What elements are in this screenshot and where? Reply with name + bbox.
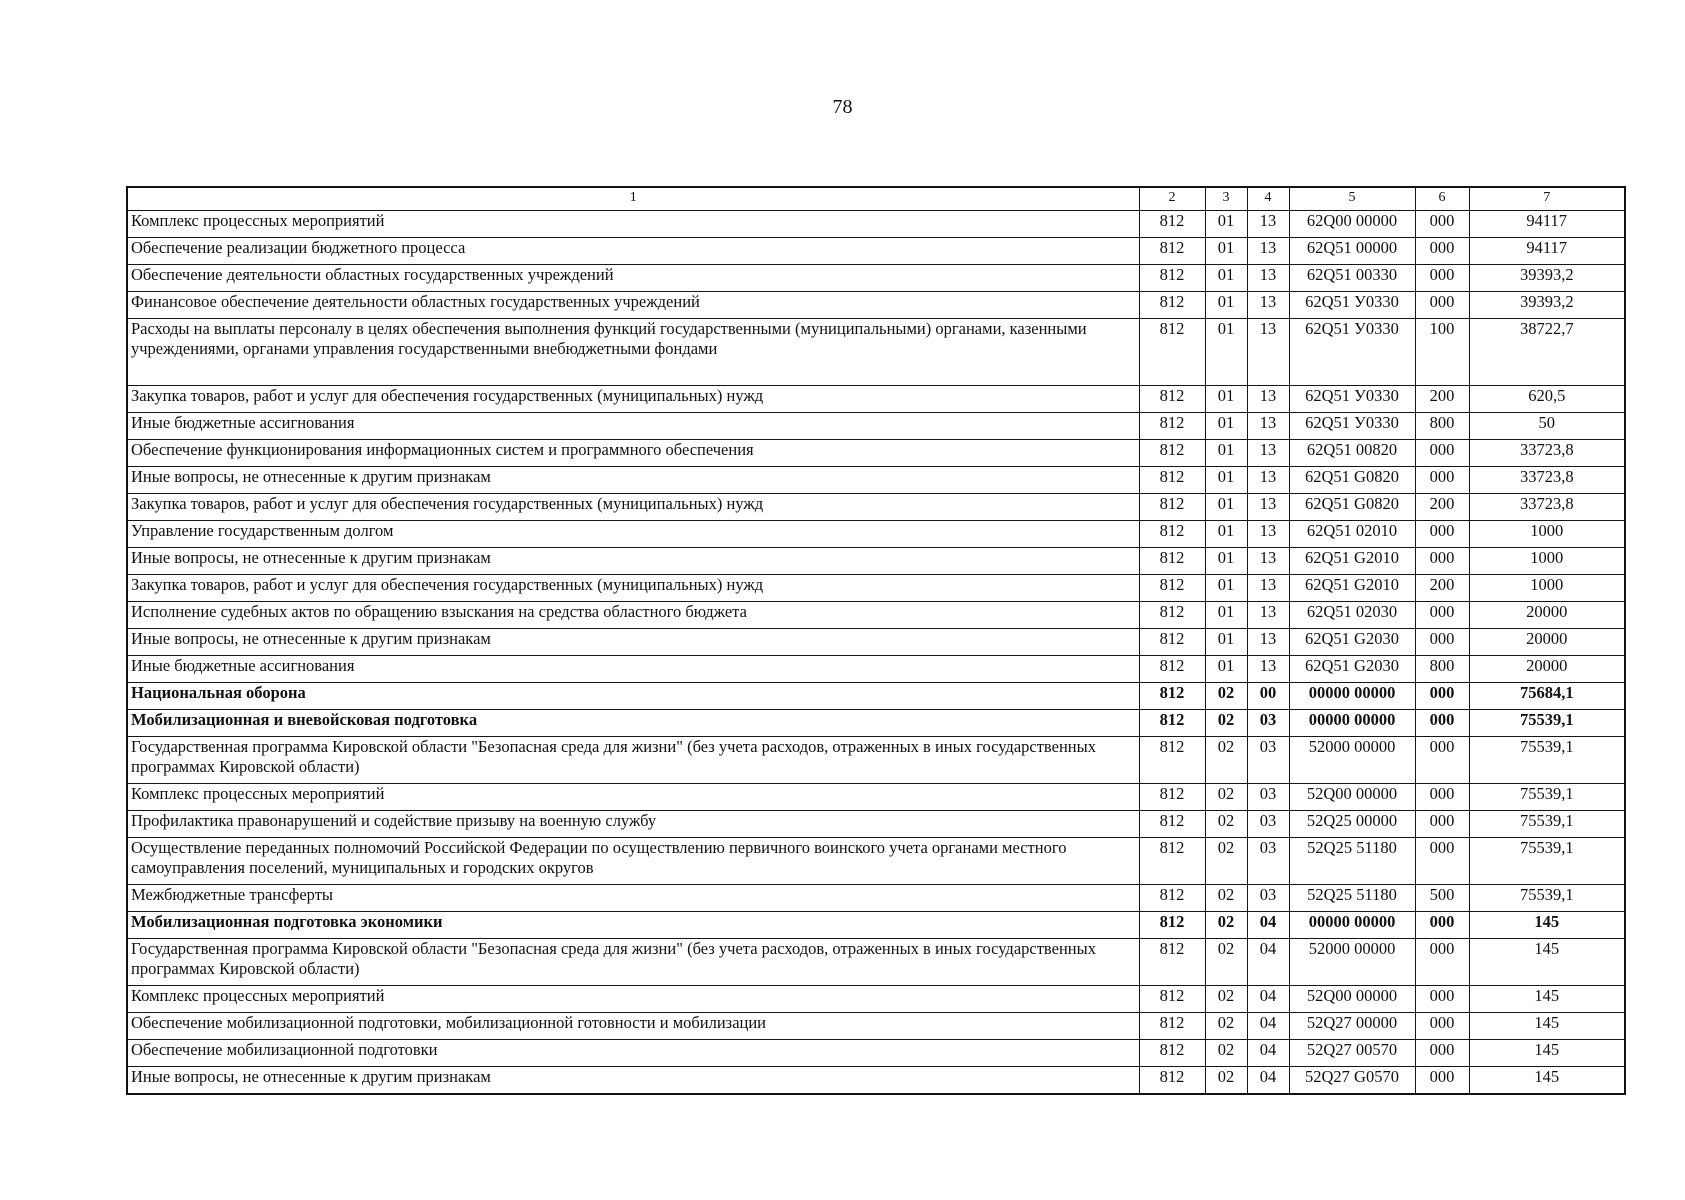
row-target-article: 00000 00000 (1289, 912, 1415, 939)
row-subsection: 13 (1247, 386, 1289, 413)
row-subsection: 13 (1247, 494, 1289, 521)
row-target-article: 62Q51 02010 (1289, 521, 1415, 548)
row-name: Закупка товаров, работ и услуг для обеспечения государственных (муниципальных) нужд (127, 494, 1139, 521)
row-amount: 39393,2 (1469, 265, 1625, 292)
row-gr: 812 (1139, 737, 1205, 784)
row-subsection: 13 (1247, 265, 1289, 292)
table-row (127, 838, 1625, 885)
table-row (127, 885, 1625, 912)
row-gr: 812 (1139, 211, 1205, 238)
row-target-article: 52Q00 00000 (1289, 784, 1415, 811)
row-subsection: 04 (1247, 939, 1289, 986)
table-row (127, 548, 1625, 575)
row-target-article: 62Q51 00820 (1289, 440, 1415, 467)
row-amount: 75539,1 (1469, 710, 1625, 737)
row-target-article: 62Q51 У0330 (1289, 319, 1415, 386)
row-name: Профилактика правонарушений и содействие призыву на военную службу (127, 811, 1139, 838)
row-subsection: 13 (1247, 319, 1289, 386)
row-subsection: 00 (1247, 683, 1289, 710)
table-body (127, 211, 1625, 1095)
row-target-article: 62Q51 G2010 (1289, 575, 1415, 602)
table-row (127, 1040, 1625, 1067)
row-subsection: 13 (1247, 548, 1289, 575)
row-gr: 812 (1139, 656, 1205, 683)
row-amount: 33723,8 (1469, 467, 1625, 494)
table-row (127, 413, 1625, 440)
row-expense-type: 000 (1415, 1013, 1469, 1040)
row-amount: 75539,1 (1469, 737, 1625, 784)
row-expense-type: 000 (1415, 1067, 1469, 1095)
row-amount: 75684,1 (1469, 683, 1625, 710)
row-name: Комплекс процессных мероприятий (127, 986, 1139, 1013)
column-header: 7 (1469, 187, 1625, 211)
row-target-article: 62Q51 У0330 (1289, 413, 1415, 440)
row-section: 02 (1205, 838, 1247, 885)
table-row (127, 265, 1625, 292)
row-section: 01 (1205, 440, 1247, 467)
row-amount: 145 (1469, 986, 1625, 1013)
row-expense-type: 000 (1415, 1040, 1469, 1067)
row-amount: 20000 (1469, 656, 1625, 683)
row-amount: 50 (1469, 413, 1625, 440)
row-expense-type: 000 (1415, 521, 1469, 548)
table-row (127, 494, 1625, 521)
page-number: 78 (832, 96, 853, 118)
row-expense-type: 000 (1415, 292, 1469, 319)
row-section: 01 (1205, 467, 1247, 494)
row-expense-type: 000 (1415, 710, 1469, 737)
row-gr: 812 (1139, 292, 1205, 319)
row-section: 01 (1205, 656, 1247, 683)
row-section: 01 (1205, 629, 1247, 656)
row-section: 02 (1205, 885, 1247, 912)
row-target-article: 52Q25 00000 (1289, 811, 1415, 838)
table-row (127, 912, 1625, 939)
row-target-article: 52Q27 00000 (1289, 1013, 1415, 1040)
row-section: 01 (1205, 265, 1247, 292)
row-name: Межбюджетные трансферты (127, 885, 1139, 912)
table-row (127, 656, 1625, 683)
row-amount: 75539,1 (1469, 838, 1625, 885)
row-amount: 1000 (1469, 521, 1625, 548)
column-header: 5 (1289, 187, 1415, 211)
row-amount: 33723,8 (1469, 494, 1625, 521)
row-target-article: 62Q51 G2030 (1289, 656, 1415, 683)
row-target-article: 62Q51 00330 (1289, 265, 1415, 292)
row-expense-type: 800 (1415, 413, 1469, 440)
row-section: 02 (1205, 986, 1247, 1013)
row-section: 02 (1205, 811, 1247, 838)
table-row (127, 521, 1625, 548)
header-row (127, 187, 1625, 211)
row-name: Иные вопросы, не отнесенные к другим признакам (127, 629, 1139, 656)
row-amount: 145 (1469, 1040, 1625, 1067)
table-row (127, 211, 1625, 238)
row-subsection: 04 (1247, 912, 1289, 939)
row-section: 01 (1205, 548, 1247, 575)
row-gr: 812 (1139, 1013, 1205, 1040)
row-expense-type: 200 (1415, 575, 1469, 602)
row-gr: 812 (1139, 440, 1205, 467)
row-section: 02 (1205, 710, 1247, 737)
row-target-article: 52Q27 G0570 (1289, 1067, 1415, 1095)
row-name: Обеспечение деятельности областных государственных учреждений (127, 265, 1139, 292)
row-amount: 75539,1 (1469, 811, 1625, 838)
row-expense-type: 000 (1415, 912, 1469, 939)
row-section: 01 (1205, 238, 1247, 265)
row-target-article: 00000 00000 (1289, 683, 1415, 710)
row-gr: 812 (1139, 386, 1205, 413)
row-expense-type: 000 (1415, 548, 1469, 575)
row-name: Обеспечение мобилизационной подготовки, мобилизационной готовности и мобилизации (127, 1013, 1139, 1040)
row-amount: 39393,2 (1469, 292, 1625, 319)
row-target-article: 52Q25 51180 (1289, 885, 1415, 912)
row-gr: 812 (1139, 784, 1205, 811)
row-name: Осуществление переданных полномочий Российской Федерации по осуществлению первичного воинского учета органами местного самоуправления поселений, муниципальных и городских округов (127, 838, 1139, 885)
row-section: 01 (1205, 386, 1247, 413)
row-subsection: 13 (1247, 211, 1289, 238)
row-section: 01 (1205, 211, 1247, 238)
row-name: Иные бюджетные ассигнования (127, 656, 1139, 683)
row-expense-type: 000 (1415, 683, 1469, 710)
row-expense-type: 000 (1415, 211, 1469, 238)
row-gr: 812 (1139, 265, 1205, 292)
row-subsection: 04 (1247, 986, 1289, 1013)
row-subsection: 13 (1247, 413, 1289, 440)
row-amount: 94117 (1469, 211, 1625, 238)
row-section: 02 (1205, 1067, 1247, 1095)
row-name: Мобилизационная подготовка экономики (127, 912, 1139, 939)
row-section: 01 (1205, 494, 1247, 521)
column-header: 1 (127, 187, 1139, 211)
row-expense-type: 000 (1415, 238, 1469, 265)
row-gr: 812 (1139, 986, 1205, 1013)
row-amount: 1000 (1469, 548, 1625, 575)
row-gr: 812 (1139, 467, 1205, 494)
row-target-article: 52000 00000 (1289, 939, 1415, 986)
row-gr: 812 (1139, 838, 1205, 885)
table-row (127, 629, 1625, 656)
row-section: 01 (1205, 319, 1247, 386)
row-gr: 812 (1139, 319, 1205, 386)
row-amount: 75539,1 (1469, 784, 1625, 811)
row-target-article: 62Q00 00000 (1289, 211, 1415, 238)
row-gr: 812 (1139, 939, 1205, 986)
table-row (127, 467, 1625, 494)
row-subsection: 04 (1247, 1067, 1289, 1095)
row-target-article: 62Q51 02030 (1289, 602, 1415, 629)
row-target-article: 52Q00 00000 (1289, 986, 1415, 1013)
row-name: Обеспечение реализации бюджетного процесса (127, 238, 1139, 265)
row-expense-type: 000 (1415, 440, 1469, 467)
row-section: 01 (1205, 413, 1247, 440)
row-expense-type: 000 (1415, 265, 1469, 292)
row-section: 02 (1205, 784, 1247, 811)
table-row (127, 683, 1625, 710)
row-subsection: 04 (1247, 1013, 1289, 1040)
row-subsection: 13 (1247, 602, 1289, 629)
table-row (127, 939, 1625, 986)
row-expense-type: 000 (1415, 811, 1469, 838)
row-gr: 812 (1139, 811, 1205, 838)
row-expense-type: 000 (1415, 784, 1469, 811)
row-subsection: 04 (1247, 1040, 1289, 1067)
row-target-article: 00000 00000 (1289, 710, 1415, 737)
table-row (127, 784, 1625, 811)
row-expense-type: 000 (1415, 467, 1469, 494)
row-amount: 33723,8 (1469, 440, 1625, 467)
row-name: Обеспечение функционирования информационных систем и программного обеспечения (127, 440, 1139, 467)
row-gr: 812 (1139, 1067, 1205, 1095)
row-expense-type: 000 (1415, 602, 1469, 629)
row-amount: 1000 (1469, 575, 1625, 602)
column-header: 3 (1205, 187, 1247, 211)
row-subsection: 13 (1247, 656, 1289, 683)
row-target-article: 62Q51 G2010 (1289, 548, 1415, 575)
row-expense-type: 200 (1415, 494, 1469, 521)
row-target-article: 62Q51 00000 (1289, 238, 1415, 265)
column-header: 6 (1415, 187, 1469, 211)
row-amount: 20000 (1469, 629, 1625, 656)
row-gr: 812 (1139, 710, 1205, 737)
row-gr: 812 (1139, 413, 1205, 440)
column-header: 2 (1139, 187, 1205, 211)
row-section: 02 (1205, 912, 1247, 939)
table-row (127, 440, 1625, 467)
row-target-article: 52Q27 00570 (1289, 1040, 1415, 1067)
row-gr: 812 (1139, 238, 1205, 265)
row-target-article: 62Q51 У0330 (1289, 386, 1415, 413)
row-section: 02 (1205, 1013, 1247, 1040)
row-section: 02 (1205, 1040, 1247, 1067)
row-amount: 20000 (1469, 602, 1625, 629)
row-subsection: 13 (1247, 238, 1289, 265)
row-section: 01 (1205, 292, 1247, 319)
row-section: 02 (1205, 939, 1247, 986)
row-name: Комплекс процессных мероприятий (127, 211, 1139, 238)
row-subsection: 03 (1247, 737, 1289, 784)
row-gr: 812 (1139, 683, 1205, 710)
table-row (127, 575, 1625, 602)
row-subsection: 03 (1247, 784, 1289, 811)
row-expense-type: 000 (1415, 838, 1469, 885)
row-subsection: 03 (1247, 838, 1289, 885)
row-subsection: 03 (1247, 710, 1289, 737)
row-expense-type: 000 (1415, 939, 1469, 986)
table-row (127, 710, 1625, 737)
table-row (127, 811, 1625, 838)
row-name: Финансовое обеспечение деятельности областных государственных учреждений (127, 292, 1139, 319)
row-subsection: 13 (1247, 521, 1289, 548)
table-row (127, 319, 1625, 386)
row-subsection: 03 (1247, 885, 1289, 912)
row-gr: 812 (1139, 521, 1205, 548)
table-row (127, 1013, 1625, 1040)
row-name: Комплекс процессных мероприятий (127, 784, 1139, 811)
row-gr: 812 (1139, 494, 1205, 521)
row-expense-type: 100 (1415, 319, 1469, 386)
row-amount: 145 (1469, 939, 1625, 986)
table-row (127, 238, 1625, 265)
row-expense-type: 800 (1415, 656, 1469, 683)
row-amount: 145 (1469, 1067, 1625, 1095)
row-amount: 94117 (1469, 238, 1625, 265)
row-expense-type: 000 (1415, 986, 1469, 1013)
row-expense-type: 000 (1415, 737, 1469, 784)
row-name: Национальная оборона (127, 683, 1139, 710)
row-expense-type: 200 (1415, 386, 1469, 413)
row-expense-type: 000 (1415, 629, 1469, 656)
row-name: Государственная программа Кировской области "Безопасная среда для жизни" (без учета расходов, отраженных в иных государственных программах Кировской области) (127, 939, 1139, 986)
row-target-article: 62Q51 У0330 (1289, 292, 1415, 319)
row-subsection: 03 (1247, 811, 1289, 838)
budget-table (126, 186, 1626, 1095)
row-section: 01 (1205, 602, 1247, 629)
row-subsection: 13 (1247, 629, 1289, 656)
row-gr: 812 (1139, 548, 1205, 575)
row-amount: 620,5 (1469, 386, 1625, 413)
table-row (127, 737, 1625, 784)
row-name: Государственная программа Кировской области "Безопасная среда для жизни" (без учета расходов, отраженных в иных государственных программах Кировской области) (127, 737, 1139, 784)
row-subsection: 13 (1247, 292, 1289, 319)
row-name: Иные бюджетные ассигнования (127, 413, 1139, 440)
table-row (127, 1067, 1625, 1095)
row-target-article: 52000 00000 (1289, 737, 1415, 784)
row-name: Закупка товаров, работ и услуг для обеспечения государственных (муниципальных) нужд (127, 575, 1139, 602)
row-name: Мобилизационная и вневойсковая подготовка (127, 710, 1139, 737)
row-target-article: 62Q51 G2030 (1289, 629, 1415, 656)
row-expense-type: 500 (1415, 885, 1469, 912)
row-name: Исполнение судебных актов по обращению взыскания на средства областного бюджета (127, 602, 1139, 629)
row-section: 02 (1205, 683, 1247, 710)
row-target-article: 62Q51 G0820 (1289, 467, 1415, 494)
row-name: Закупка товаров, работ и услуг для обеспечения государственных (муниципальных) нужд (127, 386, 1139, 413)
row-section: 01 (1205, 521, 1247, 548)
row-target-article: 62Q51 G0820 (1289, 494, 1415, 521)
table-row (127, 986, 1625, 1013)
row-gr: 812 (1139, 885, 1205, 912)
row-target-article: 52Q25 51180 (1289, 838, 1415, 885)
row-gr: 812 (1139, 1040, 1205, 1067)
row-gr: 812 (1139, 575, 1205, 602)
row-gr: 812 (1139, 912, 1205, 939)
row-gr: 812 (1139, 629, 1205, 656)
row-subsection: 13 (1247, 440, 1289, 467)
row-amount: 75539,1 (1469, 885, 1625, 912)
row-section: 02 (1205, 737, 1247, 784)
row-amount: 38722,7 (1469, 319, 1625, 386)
table-row (127, 386, 1625, 413)
row-gr: 812 (1139, 602, 1205, 629)
table-row (127, 292, 1625, 319)
row-name: Расходы на выплаты персоналу в целях обеспечения выполнения функций государственными (муниципальными) органами, казенными учреждениями, органами управления государственными внебюджетными фондами (127, 319, 1139, 386)
row-subsection: 13 (1247, 467, 1289, 494)
row-amount: 145 (1469, 912, 1625, 939)
row-name: Управление государственным долгом (127, 521, 1139, 548)
row-name: Иные вопросы, не отнесенные к другим признакам (127, 548, 1139, 575)
row-section: 01 (1205, 575, 1247, 602)
row-amount: 145 (1469, 1013, 1625, 1040)
row-name: Обеспечение мобилизационной подготовки (127, 1040, 1139, 1067)
table-row (127, 602, 1625, 629)
row-name: Иные вопросы, не отнесенные к другим признакам (127, 467, 1139, 494)
row-name: Иные вопросы, не отнесенные к другим признакам (127, 1067, 1139, 1095)
column-header: 4 (1247, 187, 1289, 211)
row-subsection: 13 (1247, 575, 1289, 602)
